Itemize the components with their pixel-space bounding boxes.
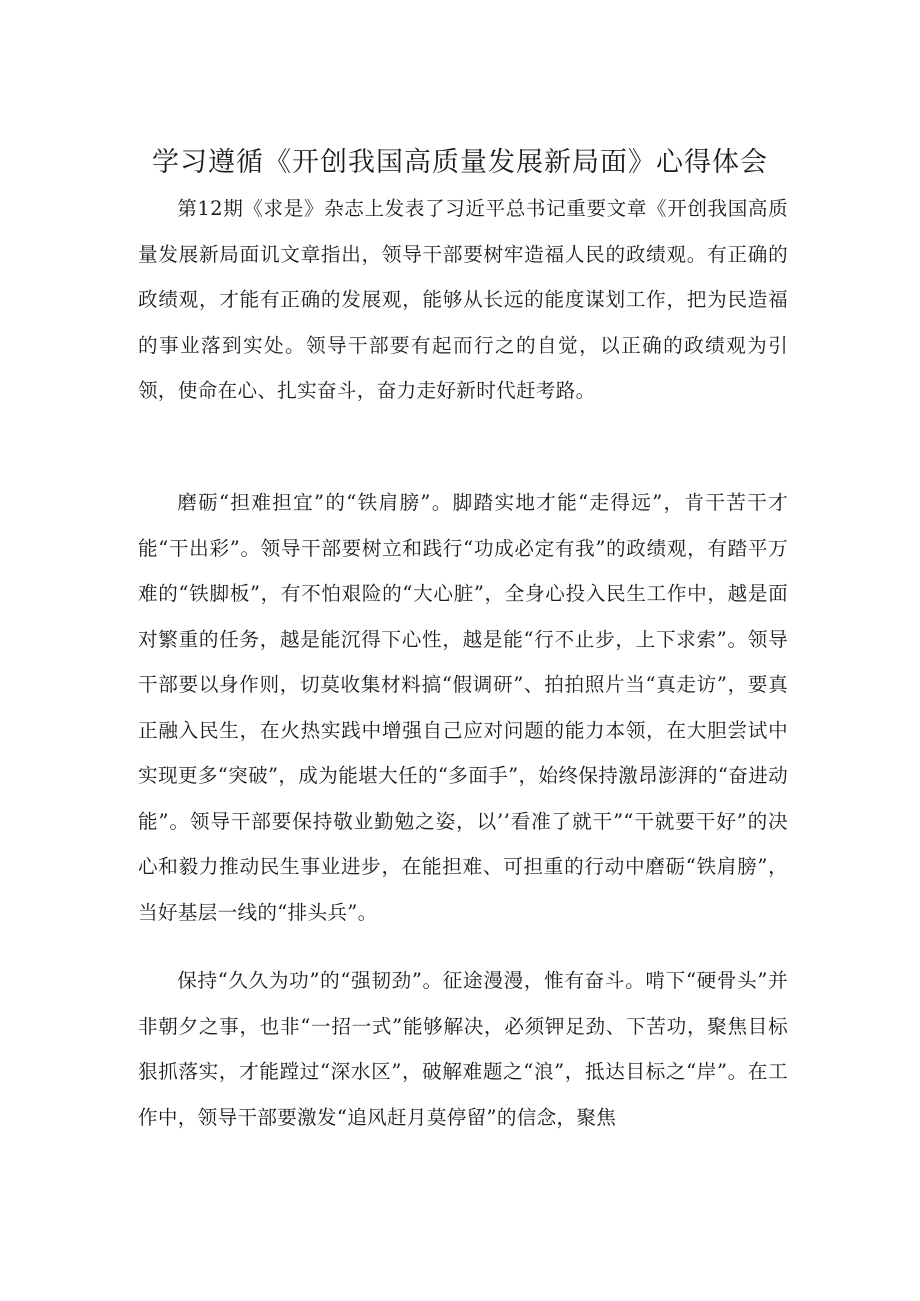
paragraph-iron-shoulders: 磨砺“担难担宜”的“铁肩膀”。脚踏实地才能“走得远”，肯干苦干才能“干出彩”。领导干部要树立和践行“功成必定有我”的政绩观，有踏平万难的“铁脚板”，有不怕艰险的“大心脏”，全身心投入民生工作中，越是面对繁重的任务，越是能沉得下心性，越是能“行不止步，上下求索”。领导干部要以身作则，切莫收集材料搞“假调研”、拍拍照片当“真走访”，要真正融入民生，在火热实践中增强自己应对问题的能力本领，在大胆尝试中实现更多“突破”，成为能堪大任的“多面手”，始终保持激昂澎湃的“奋进动能”。领导干部要保持敬业勤勉之姿，以’’看准了就干”“干就要干好”的决心和毅力推动民生事业进步，在能担难、可担重的行动中磨砺“铁肩膀”，当好基层一线的“排头兵”。 (138, 491, 788, 924)
paragraph-persistence: 保持“久久为功”的“强韧劲”。征途漫漫，惟有奋斗。啃下“硬骨头”并非朝夕之事，也非“一招一式”能够解决，必须钾足劲、下苦功，聚焦目标狠抓落实，才能蹚过“深水区”，破解难题之“浪”，抵达目标之“岸”。在工作中，领导干部要激发“追风赶月莫停留”的信念，聚焦 (138, 969, 788, 1129)
document-title: 学习遵循《开创我国高质量发展新局面》心得体会 (152, 147, 768, 178)
paragraph-intro: 第12期《求是》杂志上发表了习近平总书记重要文章《开创我国高质量发展新局面讥文章指出，领导干部要树牢造福人民的政绩观。有正确的政绩观，才能有正确的发展观，能够从长远的能度谋划工作，把为民造福的事业落到实处。领导干部要有起而行之的自觉，以正确的政绩观为引领，使命在心、扎实奋斗，奋力走好新时代赶考路。 (138, 197, 788, 402)
